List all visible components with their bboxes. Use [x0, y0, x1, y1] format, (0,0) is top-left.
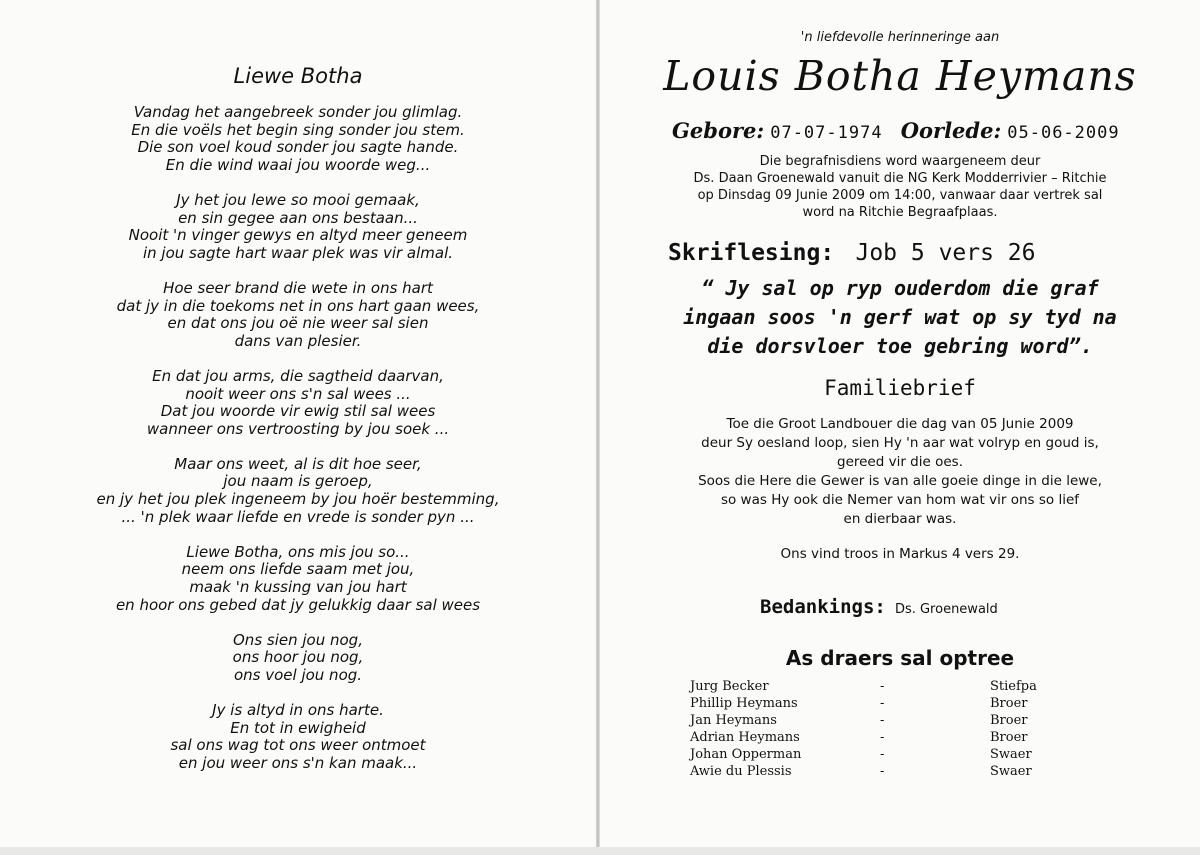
bearer-relation: Broer — [990, 730, 1028, 745]
bearer-dash: - — [880, 713, 885, 728]
list-item — [690, 713, 1050, 730]
poem-line: En die wind waai jou woorde weg... — [165, 155, 431, 174]
poem-line: neem ons liefde saam met jou, — [181, 560, 415, 579]
born-date: 07-07-1974 — [770, 123, 883, 143]
poem-stanza — [20, 702, 576, 772]
died-label: Oorlede: — [900, 118, 1002, 143]
bearer-dash: - — [880, 730, 885, 745]
list-item — [690, 679, 1050, 696]
acknowledgements-label: Bedankings: — [760, 596, 886, 618]
poem-line: En die voëls het begin sing sonder jou stem. — [131, 120, 465, 139]
poem-line: Die son voel koud sonder jou sagte hande. — [137, 138, 459, 157]
poem-line: sal ons wag tot ons weer ontmoet — [170, 736, 426, 755]
comfort-verse: Ons vind troos in Markus 4 vers 29. — [780, 546, 1020, 562]
list-item — [690, 764, 1050, 781]
poem-line: in jou sagte hart waar plek was vir almal. — [142, 243, 454, 262]
poem-line: ons voel jou nog. — [233, 666, 363, 684]
acknowledgements — [760, 596, 1160, 618]
bearer-relation: Broer — [990, 713, 1028, 728]
poem-line: Jy is altyd in ons harte. — [212, 701, 384, 720]
bearer-relation: Swaer — [990, 747, 1032, 762]
list-item — [690, 696, 1050, 713]
bearer-name: Adrian Heymans — [690, 730, 800, 745]
bearer-relation: Swaer — [990, 764, 1032, 779]
poem-stanza — [20, 632, 576, 685]
bearer-relation: Stiefpa — [990, 679, 1037, 694]
list-item — [690, 730, 1050, 747]
poem-line: wanneer ons vertroosting by jou soek ... — [146, 419, 450, 438]
poem-line: Hoe seer brand die wete in ons hart — [163, 278, 433, 297]
poem-line: en dat ons jou oë nie weer sal sien — [167, 314, 429, 333]
family-line: so was Hy ook die Nemer van hom wat vir ons so lief — [720, 492, 1080, 508]
deceased-name: Louis Botha Heymans — [663, 52, 1137, 100]
poem-stanza — [20, 192, 576, 262]
poem-line: maak 'n kussing van jou hart — [189, 578, 407, 597]
poem-line: Vandag het aangebreek sonder jou glimlag. — [133, 103, 463, 121]
poem-line: nooit weer ons s'n sal wees ... — [185, 384, 411, 403]
memorial-intro: 'n liefdevolle herinneringe aan — [800, 30, 1000, 45]
poem-stanza — [20, 544, 576, 614]
pallbearers-heading: As draers sal optree — [785, 646, 1015, 670]
family-line: Soos die Here die Gewer is van alle goeie dinge in die lewe, — [698, 473, 1102, 489]
service-line: op Dinsdag 09 Junie 2009 om 14:00, vanwaar daar vertrek sal — [697, 188, 1103, 203]
poem-body — [20, 104, 576, 790]
family-line: deur Sy oesland loop, sien Hy 'n aar wat volryp en goud is, — [701, 435, 1099, 451]
family-line: en dierbaar was. — [843, 511, 957, 527]
bearer-dash: - — [880, 696, 885, 711]
pallbearers-list — [690, 679, 1050, 781]
poem-line: dans van plesier. — [234, 331, 362, 350]
poem-line: En dat jou arms, die sagtheid daarvan, — [152, 366, 444, 385]
service-details — [600, 153, 1200, 221]
born-label: Gebore: — [672, 118, 765, 143]
poem-stanza — [20, 280, 576, 350]
poem-line: Ons sien jou nog, — [233, 630, 363, 649]
poem-stanza — [20, 456, 576, 526]
scripture-reading-heading — [668, 240, 1148, 266]
bearer-dash: - — [880, 764, 885, 779]
poem-title: Liewe Botha — [233, 64, 363, 88]
poem-line: dat jy in die toekoms net in ons hart gaan wees, — [116, 296, 480, 315]
poem-line: en hoor ons gebed dat jy gelukkig daar sal wees — [115, 595, 481, 614]
poem-line: jou naam is geroep, — [223, 472, 373, 491]
scripture-verse — [600, 274, 1200, 361]
poem-line: En tot in ewigheid — [230, 718, 366, 737]
poem-line: Dat jou woorde vir ewig stil sal wees — [160, 402, 436, 421]
poem-line: Maar ons weet, al is dit hoe seer, — [174, 454, 422, 473]
poem-line: en sin gegee aan ons bestaan... — [178, 208, 418, 227]
bearer-name: Awie du Plessis — [690, 764, 792, 779]
poem-line: en jou weer ons s'n kan maak... — [178, 753, 418, 772]
bearer-relation: Broer — [990, 696, 1028, 711]
bearer-name: Jurg Becker — [690, 679, 769, 694]
verse-line: “ Jy sal op ryp ouderdom die graf — [701, 276, 1099, 300]
poem-stanza — [20, 368, 576, 438]
service-line: word na Ritchie Begraafplaas. — [802, 205, 998, 220]
poem-line: en jy het jou plek ingeneem by jou hoër bestemming, — [96, 490, 500, 509]
acknowledgements-name: Ds. Groenewald — [894, 602, 998, 617]
bearer-name: Phillip Heymans — [690, 696, 798, 711]
family-line: gereed vir die oes. — [837, 454, 963, 470]
poem-line: Nooit 'n vinger gewys en altyd meer geneem — [128, 226, 468, 245]
bearer-dash: - — [880, 679, 885, 694]
life-dates — [672, 118, 1152, 143]
list-item — [690, 747, 1050, 764]
service-line: Die begrafnisdiens word waargeneem deur — [759, 154, 1041, 169]
family-line: Toe die Groot Landbouer die dag van 05 Junie 2009 — [726, 416, 1074, 432]
poem-line: Jy het jou lewe so mooi gemaak, — [176, 190, 420, 209]
bearer-name: Johan Opperman — [690, 747, 802, 762]
family-letter-heading: Familiebrief — [824, 376, 976, 400]
verse-line: ingaan soos 'n gerf wat op sy tyd na — [683, 305, 1117, 329]
poem-line: ons hoor jou nog, — [232, 648, 364, 667]
service-line: Ds. Daan Groenewald vanuit die NG Kerk Modderrivier – Ritchie — [693, 171, 1107, 186]
verse-line: die dorsvloer toe gebring word”. — [707, 334, 1093, 358]
bearer-dash: - — [880, 747, 885, 762]
poem-stanza — [20, 104, 576, 174]
died-date: 05-06-2009 — [1007, 123, 1120, 143]
paper-bottom-edge — [0, 847, 1200, 855]
poem-line: Liewe Botha, ons mis jou so... — [186, 542, 410, 561]
scripture-label: Skriflesing: — [668, 240, 835, 266]
poem-line: ... 'n plek waar liefde en vrede is sonder pyn ... — [121, 507, 475, 526]
bearer-name: Jan Heymans — [690, 713, 777, 728]
scripture-reference: Job 5 vers 26 — [855, 240, 1036, 266]
family-letter-text — [600, 415, 1200, 529]
